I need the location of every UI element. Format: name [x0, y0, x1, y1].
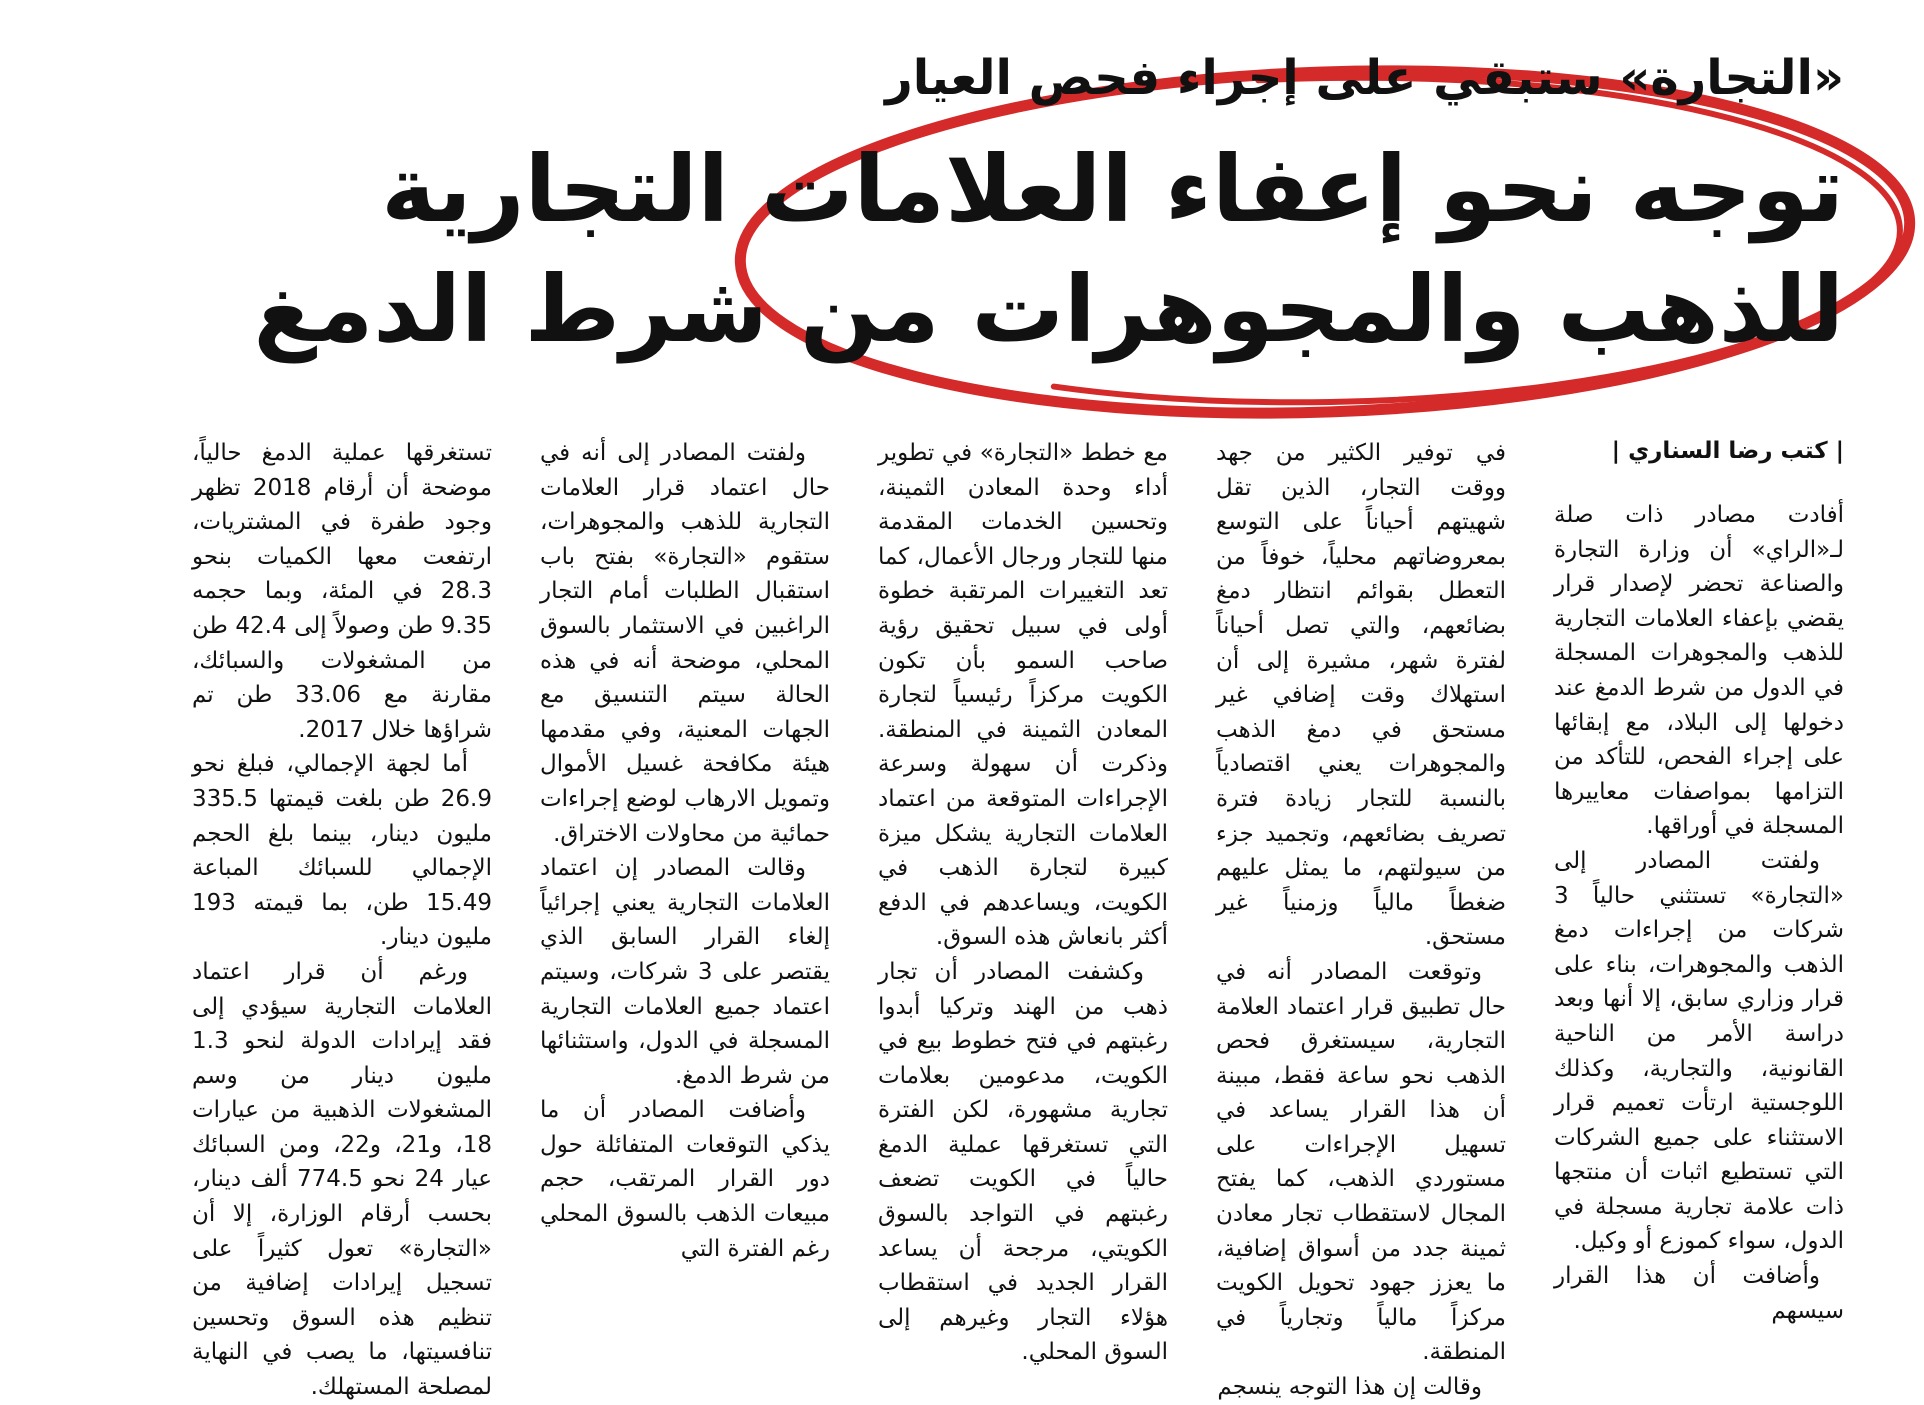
- article-column-4: [540, 436, 831, 1262]
- column-4-paragraph-3: وأضافت المصادر أن ما يذكي التوقعات المتفائلة حول دور القرار المرتقب، حجم مبيعات الذهب بالسوق المحلي رغم الفترة التي: [540, 1097, 830, 1262]
- article-column-2: [1216, 436, 1506, 1401]
- article-column-5: [192, 436, 493, 1401]
- column-1-paragraph-2: ولفتت المصادر إلى «التجارة» تستثني حالياً 3 شركات من إجراءات دمغ الذهب والمجوهرات، بناء على قرار وزاري سابق، إلا أنها وبعد دراسة الأمر من الناحية القانونية، والتجارية، وكذلك اللوجستية ارتأت تعميم قرار الاستثناء على جميع الشركات التي تستطيع اثبات أن منتجها ذات علامة تجارية مسجلة في الدول، سواء كموزع أو وكيل.: [1554, 847, 1844, 1255]
- article-column-3: [878, 436, 1168, 1366]
- column-5-paragraph-1: تستغرقها عملية الدمغ حالياً، موضحة أن أرقام 2018 تظهر وجود طفرة في المشتريات، ارتفعت معها الكميات بنحو 28.3 في المئة، وبما حجمه 9.35 طن وصولاً إلى 42.4 طن من المشغولات والسبائك، مقارنة مع 33.06 طن تم شراؤها خلال 2017.: [192, 440, 492, 743]
- column-1-paragraph-3: وأضافت أن هذا القرار سيسهم: [1554, 1263, 1844, 1324]
- column-2-paragraph-3: وقالت إن هذا التوجه ينسجم: [1217, 1374, 1482, 1401]
- article-column-1: [1554, 498, 1844, 1324]
- headline-line-2: للذهب والمجوهرات من شرط الدمغ: [253, 256, 1844, 363]
- kicker: «التجارة» ستبقي على إجراء فحص العيار: [885, 50, 1844, 106]
- headline: [253, 130, 1844, 370]
- column-2-paragraph-2: وتوقعت المصادر أنه في حال تطبيق قرار اعتماد العلامة التجارية، سيستغرق فحص الذهب نحو ساعة فقط، مبينة أن هذا القرار يساعد في تسهيل الإجراءات على مستوردي الذهب، كما يفتح المجال لاستقطاب تجار معادن ثمينة جدد من أسواق إضافية، ما يعزز جهود تحويل الكويت مركزاً مالياً وتجارياً في المنطقة.: [1216, 958, 1506, 1366]
- column-3-paragraph-1: مع خطط «التجارة» في تطوير أداء وحدة المعادن الثمينة، وتحسين الخدمات المقدمة منها للتجار ورجال الأعمال، كما تعد التغييرات المرتقبة خطوة أولى في سبيل تحقيق رؤية صاحب السمو بأن تكون الكويت مركزاً رئيسياً لتجارة المعادن الثمينة في المنطقة. وذكرت أن سهولة وسرعة الإجراءات المتوقعة من اعتماد العلامات التجارية يشكل ميزة كبيرة لتجارة الذهب في الكويت، ويساعدهم في الدفع أكثر بانعاش هذه السوق.: [878, 440, 1168, 951]
- column-2-paragraph-1: في توفير الكثير من جهد ووقت التجار، الذين تقل شهيتهم أحياناً على التوسع بمعروضاتهم محلياً، خوفاً من التعطل بقوائم انتظار دمغ بضائعهم، والتي تصل أحياناً لفترة شهر، مشيرة إلى أن استهلاك وقت إضافي غير مستحق في دمغ الذهب والمجوهرات يعني اقتصادياً بالنسبة للتجار زيادة فترة تصريف بضائعهم، وتجميد جزء من سيولتهم، ما يمثل عليهم ضغطاً مالياً وزمنياً غير مستحق.: [1216, 440, 1506, 951]
- column-5-paragraph-3: ورغم أن قرار اعتماد العلامات التجارية سيؤدي إلى فقد إيرادات الدولة لنحو 1.3 مليون دينار من وسم المشغولات الذهبية من عيارات 18، و21، و22، ومن السبائك عيار 24 نحو 774.5 ألف دينار، بحسب أرقام الوزارة، إلا أن «التجارة» تعول كثيراً على تسجيل إيرادات إضافية من تنظيم هذه السوق وتحسين تنافسيتها، ما يصب في النهاية لمصلحة المستهلك.: [192, 958, 493, 1401]
- headline-line-1: توجه نحو إعفاء العلامات التجارية: [381, 136, 1844, 243]
- byline: | كتب رضا السناري |: [1611, 438, 1844, 464]
- column-4-paragraph-1: ولفتت المصادر إلى أنه في حال اعتماد قرار العلامات التجارية للذهب والمجوهرات، ستقوم «التجارة» بفتح باب استقبال الطلبات أمام التجار الراغبين في الاستثمار بالسوق المحلي، موضحة أنه في هذه الحالة سيتم التنسيق مع الجهات المعنية، وفي مقدمها هيئة مكافحة غسيل الأموال وتمويل الارهاب لوضع إجراءات حمائية من محاولات الاختراق.: [540, 440, 830, 847]
- column-5-paragraph-2: أما لجهة الإجمالي، فبلغ نحو 26.9 طن بلغت قيمتها 335.5 مليون دينار، بينما بلغ الحجم الإجمالي للسبائك المباعة 15.49 طن، بما قيمته 193 مليون دينار.: [192, 751, 492, 951]
- column-1-paragraph-1: أفادت مصادر ذات صلة لـ«الراي» أن وزارة التجارة والصناعة تحضر لإصدار قرار يقضي بإعفاء العلامات التجارية للذهب والمجوهرات المسجلة في الدول من شرط الدمغ عند دخولها إلى البلاد، مع إبقائها على إجراء الفحص، للتأكد من التزامها بمواصفات معاييرها المسجلة في أوراقها.: [1554, 502, 1844, 840]
- column-4-paragraph-2: وقالت المصادر إن اعتماد العلامات التجارية يعني إجرائياً إلغاء القرار السابق الذي يقتصر على 3 شركات، وسيتم اعتماد جميع العلامات التجارية المسجلة في الدول، واستثنائها من شرط الدمغ.: [540, 855, 831, 1089]
- column-3-paragraph-2: وكشفت المصادر أن تجار ذهب من الهند وتركيا أبدوا رغبتهم في فتح خطوط بيع في الكويت، مدعومين بعلامات تجارية مشهورة، لكن الفترة التي تستغرقها عملية الدمغ حالياً في الكويت تضعف رغبتهم في التواجد بالسوق الكويتي، مرجحة أن يساعد القرار الجديد في استقطاب هؤلاء التجار وغيرهم إلى السوق المحلي.: [878, 958, 1168, 1366]
